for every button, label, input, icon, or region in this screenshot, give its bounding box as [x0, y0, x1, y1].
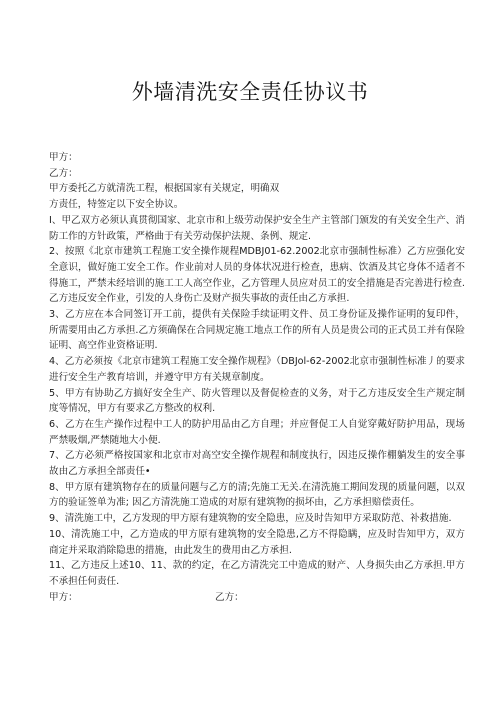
document-body — [49, 150, 465, 605]
document-title: 外墙清洗安全责任协议书 — [131, 80, 369, 104]
clause-1: I、甲乙双方必须认真贯彻国家、北京市和上级劳动保护安全生产主管部门颁发的有关安全生产、消防工作的方针政策，严格曲于有关劳动保护法规、条例、规定. — [49, 214, 465, 242]
party-b-line: 乙方： — [49, 167, 78, 179]
clause-5: 5、甲方有协助乙方搞好安全生产、防火管理以及督促检查的义务，对于乙方违反安全生产规定制度等情况，甲方有要求乙方整改的权利. — [49, 387, 465, 415]
party-a-line: 甲方： — [49, 152, 78, 163]
clause-4: 4、乙方必须按《北京市建筑工程施工安全操作规程》（DBJol-62-2002北京市强制性标准丿的要求进行安全生产教育培训，并遵守甲方有关规章制度。 — [49, 356, 465, 383]
intro-line-2: 方责任，特签定以下安全协议。 — [49, 199, 184, 211]
signature-party-a: 甲方： — [49, 591, 78, 603]
clause-9: 9、清洗施工中，乙方发现的甲方原有建筑物的安全隐患，应及时告知甲方采取防范、补救措施. — [49, 513, 452, 525]
clause-11: 11、乙方违反上述10、11、款的约定，在乙方清洗完工中造成的财产、人身损失由乙方承担.甲方不承担任何责任. — [49, 560, 465, 587]
clause-3: 3、乙方应在本合同签订开工前，提供有关保险手续证明文件、员工身份证及操作证明的复印件，所需要用由乙方承担.乙方须确保在合同规定施工地点工作的所有人员是贵公司的正式员工并有保险证明、高空作业资格证明. — [49, 309, 465, 352]
clause-10: 10、清洗施工中，乙方造成的甲方原有建筑物的安全隐患,乙方不得隐瞒，应及时告知甲方，双方商定并采取消除隐患的措施，由此发生的费用由乙方承担. — [49, 528, 465, 556]
clause-6: 6、乙方在生产操作过程中工人的防护用品由乙方自理；并应督促工人自觉穿戴好防护用品，现场严禁吸烟,严禁随地大小便. — [49, 418, 465, 446]
clause-7: 7、乙方必须严格按国家和北京市对高空安全操作规程和制度执行，因违反操作棚躺发生的安全事故由乙方承担全部责任• — [49, 450, 465, 478]
signature-party-b: 乙方： — [215, 591, 244, 603]
clause-8: 8、甲方原有建筑物存在的质量问题与乙方的清;先施工无关.在清洗施工期间发现的质量问题，以双方的验证签单为准; 因乙方清洗施工造成的对原有建筑物的损坏由，乙方承担赔偿责任。 — [49, 481, 465, 509]
signature-row — [49, 590, 465, 606]
clause-2: 2、按照《北京市建筑工程施工安全操作规程MDBJ01-62.2002北京市强制性标准）乙方应强化安全意识，做好施工安全工作。作业前对人员的身体状况进行检查，患病、饮酒及其它身体不适者不得施工，严禁未经培训的施工工人高空作业，乙方管理人员应对员工的安全措施是否完善进行检查.乙方违反安全作业，引发的人身伤亡及财产损失事故的责任由乙方承担. — [49, 246, 465, 305]
intro-line-1: 甲方委托乙方就清洗工程，根据国家有关规定，明确双 — [49, 183, 280, 195]
